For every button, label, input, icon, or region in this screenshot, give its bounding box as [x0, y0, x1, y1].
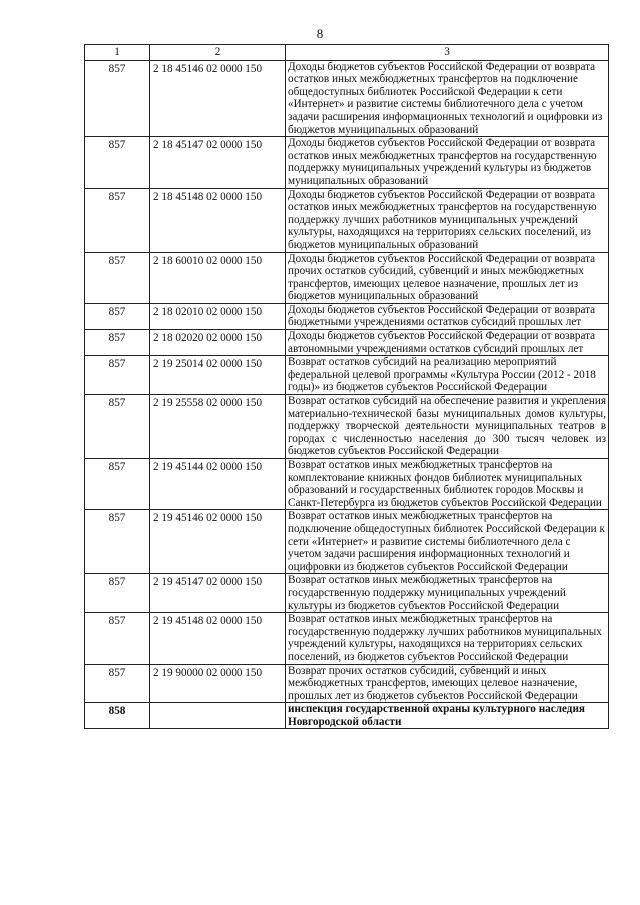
budget-code-cell: 2 19 45147 02 0000 150: [150, 574, 286, 613]
table-row: [85, 574, 609, 613]
revenue-codes-table: [84, 44, 609, 729]
budget-code-cell: 2 19 25014 02 0000 150: [150, 356, 286, 395]
admin-code-cell: 858: [85, 703, 150, 729]
table-row: [85, 459, 609, 510]
admin-code-cell: 857: [85, 137, 150, 188]
budget-code-cell: 2 19 45148 02 0000 150: [150, 613, 286, 664]
admin-code-cell: 857: [85, 330, 150, 356]
budget-code-cell: 2 19 45144 02 0000 150: [150, 459, 286, 510]
table-row: [85, 137, 609, 188]
table-row: [85, 613, 609, 664]
table-row: [85, 330, 609, 356]
description-cell: Возврат остатков иных межбюджетных трансфертов на государственную поддержку муниципальных учреждений культуры из бюджетов субъектов Российской Федерации: [286, 574, 609, 613]
description-cell: Возврат остатков субсидий на обеспечение развития и укрепления материально-технической базы муниципальных домов культуры, поддержку творческой деятельности муниципальных театров в городах с численностью населения до 300 тысяч человек из бюджетов субъектов Российской Федерации: [286, 395, 609, 459]
budget-code-cell: 2 18 45148 02 0000 150: [150, 188, 286, 252]
table-row: [85, 252, 609, 303]
description-cell: Доходы бюджетов субъектов Российской Федерации от возврата остатков иных межбюджетных трансфертов на подключение общедоступных библиотек Российской Федерации к сети «Интернет» и развитие системы библиотечного дела с учетом задачи расширения информационных технологий и оцифровки из бюджетов муниципальных образований: [286, 60, 609, 137]
table-row: [85, 303, 609, 329]
budget-code-cell: 2 18 45146 02 0000 150: [150, 60, 286, 137]
table-row: [85, 664, 609, 703]
admin-code-cell: 857: [85, 664, 150, 703]
budget-code-cell: 2 18 45147 02 0000 150: [150, 137, 286, 188]
table-row: [85, 356, 609, 395]
table-row: [85, 510, 609, 574]
admin-code-cell: 857: [85, 188, 150, 252]
admin-code-cell: 857: [85, 356, 150, 395]
table-row: [85, 395, 609, 459]
table-row: [85, 60, 609, 137]
table-header-row: [85, 45, 609, 61]
description-cell: инспекция государственной охраны культурного наследия Новгородской области: [286, 703, 609, 729]
description-cell: Доходы бюджетов субъектов Российской Федерации от возврата автономными учреждениями остатков субсидий прошлых лет: [286, 330, 609, 356]
budget-code-cell: [150, 703, 286, 729]
header-col-3: 3: [286, 45, 609, 61]
description-cell: Возврат остатков субсидий на реализацию мероприятий федеральной целевой программы «Культура России (2012 - 2018 годы)» из бюджетов субъектов Российской Федерации: [286, 356, 609, 395]
description-cell: Возврат прочих остатков субсидий, субвенций и иных межбюджетных трансфертов, имеющих целевое назначение, прошлых лет из бюджетов субъектов Российской Федерации: [286, 664, 609, 703]
header-col-1: 1: [85, 45, 150, 61]
table-row: [85, 703, 609, 729]
table-row: [85, 188, 609, 252]
header-col-2: 2: [150, 45, 286, 61]
budget-code-cell: 2 18 60010 02 0000 150: [150, 252, 286, 303]
description-cell: Доходы бюджетов субъектов Российской Федерации от возврата остатков иных межбюджетных трансфертов на государственную поддержку муниципальных учреждений культуры из бюджетов муниципальных образований: [286, 137, 609, 188]
description-cell: Доходы бюджетов субъектов Российской Федерации от возврата остатков иных межбюджетных трансфертов на государственную поддержку лучших работников муниципальных учреждений культуры, находящихся на территориях сельских поселений, из бюджетов муниципальных образований: [286, 188, 609, 252]
admin-code-cell: 857: [85, 303, 150, 329]
budget-code-cell: 2 19 90000 02 0000 150: [150, 664, 286, 703]
admin-code-cell: 857: [85, 459, 150, 510]
admin-code-cell: 857: [85, 574, 150, 613]
budget-code-cell: 2 18 02020 02 0000 150: [150, 330, 286, 356]
admin-code-cell: 857: [85, 60, 150, 137]
description-cell: Возврат остатков иных межбюджетных трансфертов на подключение общедоступных библиотек Российской Федерации к сети «Интернет» и развитие системы библиотечного дела с учетом задачи расширения информационных технологий и оцифровки из бюджетов субъектов Российской Федерации: [286, 510, 609, 574]
admin-code-cell: 857: [85, 510, 150, 574]
budget-code-cell: 2 19 45146 02 0000 150: [150, 510, 286, 574]
page-number: 8: [316, 26, 324, 41]
description-cell: Возврат остатков иных межбюджетных трансфертов на комплектование книжных фондов библиотек муниципальных образований и государственных библиотек городов Москвы и Санкт-Петербурга из бюджетов субъектов Российской Федерации: [286, 459, 609, 510]
description-cell: Доходы бюджетов субъектов Российской Федерации от возврата прочих остатков субсидий, субвенций и иных межбюджетных трансфертов, имеющих целевое назначение, прошлых лет из бюджетов муниципальных образований: [286, 252, 609, 303]
admin-code-cell: 857: [85, 613, 150, 664]
admin-code-cell: 857: [85, 252, 150, 303]
description-cell: Возврат остатков иных межбюджетных трансфертов на государственную поддержку лучших работников муниципальных учреждений культуры, находящихся на территориях сельских поселений, из бюджетов субъектов Российской Федерации: [286, 613, 609, 664]
budget-code-cell: 2 19 25558 02 0000 150: [150, 395, 286, 459]
budget-code-cell: 2 18 02010 02 0000 150: [150, 303, 286, 329]
admin-code-cell: 857: [85, 395, 150, 459]
description-cell: Доходы бюджетов субъектов Российской Федерации от возврата бюджетными учреждениями остатков субсидий прошлых лет: [286, 303, 609, 329]
